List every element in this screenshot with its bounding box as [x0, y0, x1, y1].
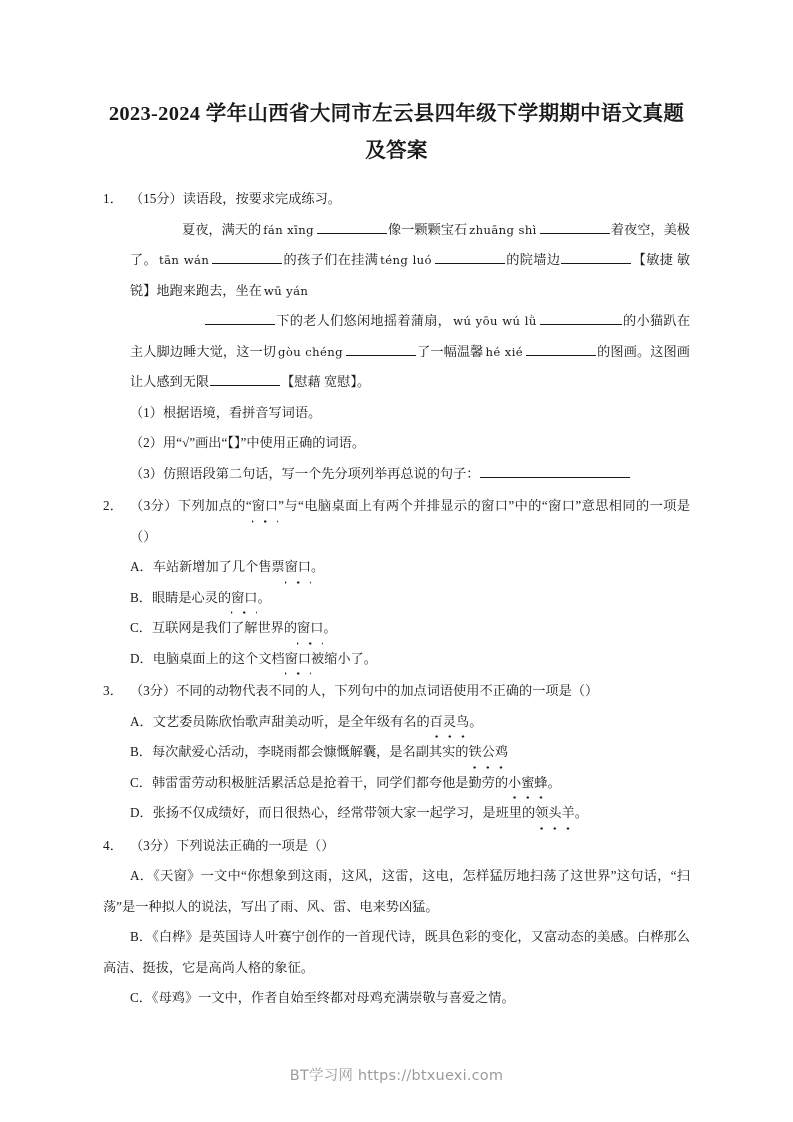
- blank-7[interactable]: [540, 310, 622, 325]
- option-text: 《母鸡》一文中，作者自始至终都对母鸡充满崇敬与喜爱之情。: [151, 990, 515, 1005]
- passage-seg-11: 【慰藉 宽慰】。: [281, 374, 371, 389]
- question-2-option-d[interactable]: [103, 644, 690, 675]
- passage-seg-9: 了一幅温馨: [416, 343, 484, 359]
- question-1-passage-cont: [103, 306, 690, 398]
- option-label: B．: [130, 929, 153, 944]
- blank-6[interactable]: [205, 310, 275, 325]
- question-2-emphasis: 窗口: [252, 491, 278, 522]
- option-label: C．: [130, 620, 152, 635]
- passage-seg-1: 夏夜，满天的: [182, 221, 262, 237]
- option-emphasis: 窗口: [297, 613, 323, 644]
- option-emphasis: 领头羊: [535, 798, 575, 829]
- question-2-option-c[interactable]: [103, 613, 690, 644]
- option-emphasis: 百灵鸟: [430, 707, 470, 738]
- option-text-pre: 眼睛是心灵的: [151, 589, 232, 605]
- question-1-stem: [103, 184, 690, 215]
- question-1-sub-1: （1）根据语境，看拼音写词语。: [130, 404, 322, 420]
- blank-sub-3[interactable]: [480, 463, 630, 478]
- blank-1[interactable]: [317, 219, 387, 234]
- blank-5[interactable]: [561, 249, 631, 264]
- passage-seg-10: 的图画。这图画让人感到无限: [130, 343, 690, 389]
- option-label: B．: [130, 744, 152, 759]
- blank-8[interactable]: [346, 341, 416, 356]
- pinyin-tan-wan: tān wán: [159, 253, 210, 267]
- pinyin-fan-xing: fán xīng: [263, 222, 314, 237]
- question-4-option-b[interactable]: [103, 922, 690, 983]
- question-1-stem-text: 读语段，按要求完成练习。: [182, 191, 341, 206]
- pinyin-zhuang-shi: zhuāng shì: [469, 222, 537, 237]
- blank-3[interactable]: [212, 249, 282, 264]
- option-text: 《天窗》一文中“你想象到这雨，这风，这雷，这电，怎样猛厉地扫荡了这世界”这句话，“扫荡”是一种拟人的说法，写出了雨、风、雷、电来势凶猛。: [103, 868, 690, 914]
- option-text-post: 。: [574, 805, 588, 820]
- blank-2[interactable]: [540, 219, 610, 234]
- question-1-sub-3: [103, 459, 690, 490]
- blank-4[interactable]: [435, 249, 505, 264]
- question-1-score: （15分）: [130, 191, 183, 206]
- option-emphasis: 铁公鸡: [468, 737, 508, 768]
- question-2-stem-post: ）: [143, 528, 157, 544]
- option-label: A．: [130, 713, 153, 729]
- question-3-stem-text: 不同的动物代表不同的人，下列句中的加点词语使用不正确的一项是（: [176, 683, 585, 698]
- passage-seg-4: 的孩子们在挂满: [283, 252, 379, 267]
- page-title: 2023-2024 学年山西省大同市左云县四年级下学期期中语文真题及答案: [108, 103, 685, 162]
- question-1-number: 1．: [103, 191, 124, 206]
- option-text-post: 被缩小了。: [310, 650, 377, 666]
- option-label: C．: [130, 774, 152, 790]
- question-4-stem-text: 下列说法正确的一项是（: [176, 837, 322, 853]
- option-text-pre: 互联网是我们了解世界的: [151, 620, 298, 635]
- question-3-option-d[interactable]: [103, 798, 690, 829]
- question-3-option-a[interactable]: [103, 707, 690, 738]
- question-4-option-a[interactable]: [103, 861, 690, 922]
- option-text: 《白桦》是英国诗人叶赛宁创作的一首现代诗，既具色彩的变化，又富动态的美感。白桦那么高洁、挺拔，它是高尚人格的象征。: [103, 929, 690, 975]
- question-3-stem: [103, 676, 690, 707]
- option-text-post: 。: [257, 589, 271, 605]
- pinyin-wu-yan: wū yán: [263, 283, 309, 298]
- question-3: [103, 676, 690, 829]
- option-label: A．: [130, 559, 153, 574]
- option-text-pre: 车站新增加了几个售票: [152, 559, 285, 574]
- question-4-stem-post: ）: [321, 837, 335, 853]
- passage-seg-3: 着夜空，美极了。: [130, 221, 690, 267]
- option-text-post: 。: [310, 559, 325, 574]
- question-2-stem-pre: 下列加点的“: [177, 498, 252, 513]
- passage-seg-5: 的院墙边: [505, 252, 561, 267]
- passage-seg-2: 像一颗颗宝石: [387, 221, 468, 237]
- question-3-stem-post: ）: [584, 683, 599, 698]
- question-1-sub-2: （2）用“√”画出“【】”中使用正确的词语。: [130, 435, 366, 450]
- pinyin-he-xie: hé xié: [485, 344, 524, 359]
- question-2-stem-mid: ”与“电脑桌面上有两个并排显示的窗口”中的“窗口”意思相同的一项是（: [130, 498, 691, 544]
- question-1-passage: [103, 215, 690, 307]
- question-4: [103, 831, 690, 1014]
- option-text-pre: 电脑桌面上的这个文档: [152, 650, 285, 666]
- question-4-stem: [103, 831, 690, 862]
- question-3-number: 3．: [103, 683, 124, 698]
- question-1-sub-3-text: （3）仿照语段第二句话，写一个先分项列举再总说的句子：: [130, 465, 480, 481]
- passage-seg-8: 的小猫趴在主人脚边睡大觉，这一切: [130, 313, 691, 359]
- question-3-score: （3分）: [130, 683, 177, 698]
- option-text-pre: 张扬不仅成绩好，而日很热心，经常带领大家一起学习，是班里的: [152, 805, 536, 820]
- blank-9[interactable]: [526, 341, 596, 356]
- question-1: [103, 184, 690, 489]
- blank-10[interactable]: [210, 371, 280, 386]
- option-emphasis: 窗口: [231, 583, 257, 614]
- question-4-number: 4．: [103, 837, 124, 853]
- option-label: D．: [130, 805, 153, 820]
- option-emphasis: 窗口: [285, 552, 311, 583]
- question-2-stem: [103, 491, 690, 552]
- option-text-pre: 每次献爱心活动，李晓雨都会慷慨解囊，是名副其实的: [151, 744, 469, 759]
- passage-seg-7: 下的老人们悠闲地摇着蒲扇，: [276, 313, 452, 328]
- option-label: B．: [130, 589, 152, 605]
- question-4-option-c[interactable]: [103, 983, 690, 1014]
- option-label: A．: [130, 868, 154, 883]
- question-2: [103, 491, 690, 674]
- option-emphasis: 小蜜蜂: [508, 768, 548, 799]
- pinyin-teng-luo: téng luó: [380, 253, 432, 267]
- question-4-score: （3分）: [130, 837, 177, 853]
- question-3-option-b[interactable]: [103, 737, 690, 768]
- option-text-pre: 文艺委员陈欣怡歌声甜美动听，是全年级有名的: [152, 713, 430, 729]
- question-3-option-c[interactable]: [103, 768, 690, 799]
- option-text-post: 。: [547, 774, 561, 790]
- option-text-post: 。: [469, 713, 483, 729]
- option-emphasis: 窗口: [285, 644, 311, 675]
- pinyin-wu-you-wu-lu: wú yōu wú lǜ: [453, 314, 537, 328]
- footer-watermark: BT学习网 https://btxuexi.com: [289, 1068, 504, 1084]
- question-2-option-b[interactable]: [103, 583, 690, 614]
- passage-seg-6: 【敏捷 敏锐】地跑来跑去，坐在: [130, 252, 691, 298]
- question-2-option-a[interactable]: [103, 552, 690, 583]
- option-text-post: 。: [323, 620, 337, 635]
- option-label: D．: [130, 650, 153, 666]
- question-2-number: 2．: [103, 498, 124, 513]
- pinyin-gou-cheng: gòu chéng: [278, 344, 343, 359]
- question-2-score: （3分）: [130, 498, 178, 513]
- option-label: C．: [130, 990, 152, 1005]
- option-text-pre: 韩雷雷劳动积极脏活累活总是抢着干，同学们都夸他是勤劳的: [151, 774, 509, 790]
